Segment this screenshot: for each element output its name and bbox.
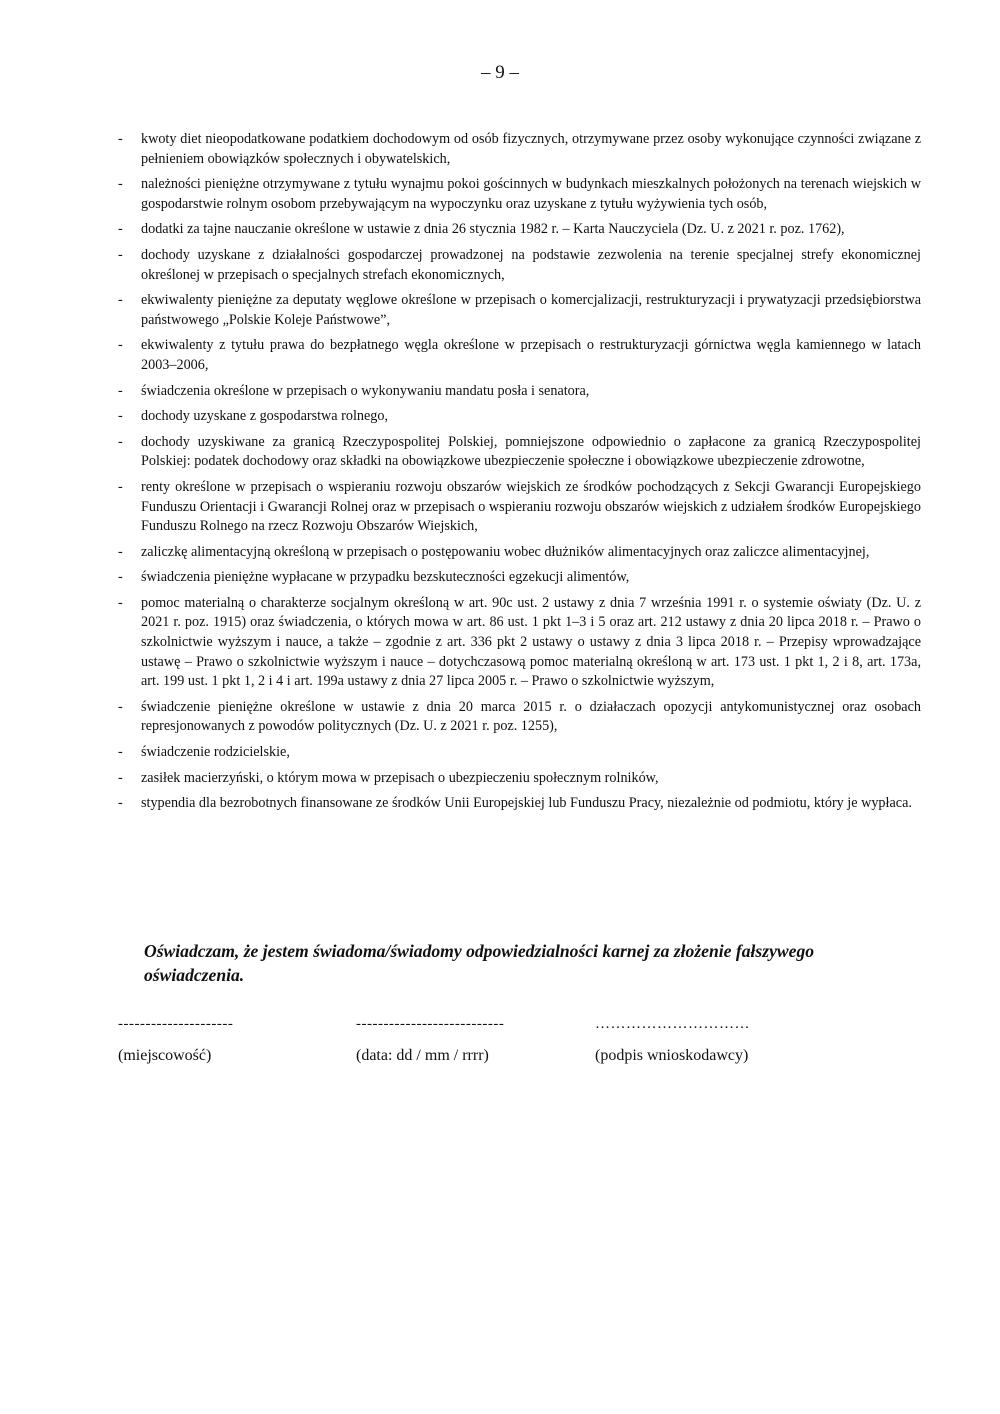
bullet-dash: -	[118, 769, 123, 786]
list-item-text: dodatki za tajne nauczanie określone w ustawie z dnia 26 stycznia 1982 r. – Karta Nauczyciela (Dz. U. z 2021 r. poz. 1762),	[141, 221, 845, 238]
list-item	[118, 407, 921, 427]
bullet-dash: -	[118, 698, 123, 715]
list-item-text: ekwiwalenty z tytułu prawa do bezpłatnego węgla określone w przepisach o restrukturyzacji górnictwa węgla kamiennego w latach 2003–2006,	[141, 337, 921, 373]
list-item	[118, 698, 921, 737]
list-item	[118, 794, 921, 814]
bullet-dash: -	[118, 131, 123, 147]
list-item	[118, 433, 921, 472]
bullet-dash: -	[118, 221, 123, 238]
list-item	[118, 336, 921, 375]
list-item	[118, 594, 921, 692]
list-item-text: stypendia dla bezrobotnych finansowane ze środków Unii Europejskiej lub Funduszu Pracy, niezależnie od podmiotu, który je wypłaca.	[141, 795, 912, 812]
bullet-dash: -	[118, 433, 123, 450]
date-fill-line[interactable]: ---------------------------	[356, 1016, 505, 1032]
declaration-statement: Oświadczam, że jestem świadoma/świadomy odpowiedzialności karnej za złożenie fałszywego oświadczenia.	[144, 941, 815, 985]
bullet-dash: -	[118, 744, 123, 761]
list-item-text: świadczenie pieniężne określone w ustawie z dnia 20 marca 2015 r. o działaczach opozycji antykomunistycznej oraz osobach represjonowanych z powodów politycznych (Dz. U. z 2021 r. poz. 1255),	[141, 698, 921, 735]
bullet-dash: -	[118, 478, 123, 495]
signature-caption: (podpis wnioskodawcy)	[595, 1047, 749, 1064]
list-item	[118, 382, 921, 402]
list-item-text: renty określone w przepisach o wspieraniu rozwoju obszarów wiejskich ze środków pochodzących z Sekcji Gwarancji Europejskiego Funduszu Orientacji i Gwarancji Rolnej oraz w przepisach o wspieraniu rozwoju obszarów wiejskich z udziałem środków Europejskiego Funduszu Rolnego na rzecz Rozwoju Obszarów Wiejskich,	[141, 478, 921, 535]
signature-date-block	[356, 1016, 504, 1065]
signature-place-block	[118, 1016, 233, 1065]
bullet-dash: -	[118, 408, 123, 425]
signature-sign-block	[595, 1016, 750, 1065]
list-item	[118, 543, 921, 563]
list-item	[118, 246, 921, 285]
list-item	[118, 769, 921, 789]
list-item	[118, 175, 921, 214]
bullet-dash: -	[118, 594, 123, 611]
income-items-list	[118, 130, 921, 820]
list-item-text: świadczenia pieniężne wypłacane w przypadku bezskuteczności egzekucji alimentów,	[141, 569, 630, 586]
list-item	[118, 568, 921, 588]
bullet-dash: -	[118, 337, 123, 354]
date-caption: (data: dd / mm / rrrr)	[356, 1047, 489, 1064]
bullet-dash: -	[118, 246, 123, 263]
list-item-text: dochody uzyskane z gospodarstwa rolnego,	[141, 408, 389, 425]
list-item-text: świadczenie rodzicielskie,	[141, 744, 290, 761]
list-item-text: zasiłek macierzyński, o którym mowa w przepisach o ubezpieczeniu społecznym rolników,	[141, 769, 659, 786]
list-item	[118, 130, 921, 169]
bullet-dash: -	[118, 795, 123, 812]
list-item-text: świadczenia określone w przepisach o wykonywaniu mandatu posła i senatora,	[141, 382, 590, 399]
page-number: – 9 –	[481, 62, 519, 83]
list-item-text: pomoc materialną o charakterze socjalnym określoną w art. 90c ust. 2 ustawy z dnia 7 września 1991 r. o systemie oświaty (Dz. U. z 2021 r. poz. 1915) oraz świadczenia, o których mowa w art. 86 ust. 1 pkt 1–3 i 5 oraz art. 212 ustawy z dnia 20 lipca 2018 r. – Prawo o szkolnictwie wyższym i nauce, a także – zgodnie z art. 336 pkt 2 ustawy o ustawy z dnia 3 lipca 2018 r. – Przepisy wprowadzające ustawę – Prawo o szkolnictwie wyższym i nauce – dotychczasową pomoc materialną określoną w art. 173 ust. 1 pkt 1, 2 i 8, art. 173a, art. 199 ust. 1 pkt 1, 2 i 4 i art. 199a ustawy z dnia 27 lipca 2005 r. – Prawo o szkolnictwie wyższym,	[141, 594, 921, 690]
list-item	[118, 743, 921, 763]
list-item-text: kwoty diet nieopodatkowane podatkiem dochodowym od osób fizycznych, otrzymywane przez osoby wykonujące czynności związane z pełnieniem obowiązków społecznych i obywatelskich,	[141, 131, 921, 167]
bullet-dash: -	[118, 176, 123, 193]
place-caption: (miejscowość)	[118, 1047, 212, 1064]
bullet-dash: -	[118, 569, 123, 586]
list-item-text: dochody uzyskiwane za granicą Rzeczypospolitej Polskiej, pomniejszone odpowiednio o zapłacone za granicą Rzeczypospolitej Polskiej: podatek dochodowy oraz składki na obowiązkowe ubezpieczenie społeczne i obowiązkowe ubezpieczenie zdrowotne,	[141, 433, 921, 470]
bullet-dash: -	[118, 292, 123, 309]
list-item-text: zaliczkę alimentacyjną określoną w przepisach o postępowaniu wobec dłużników alimentacyjnych oraz zaliczce alimentacyjnej,	[141, 543, 870, 560]
list-item	[118, 478, 921, 537]
list-item	[118, 291, 921, 330]
signature-fill-line[interactable]: …………………………	[595, 1016, 750, 1032]
bullet-dash: -	[118, 543, 123, 560]
place-fill-line[interactable]: ---------------------	[118, 1016, 234, 1032]
list-item	[118, 220, 921, 240]
list-item-text: dochody uzyskane z działalności gospodarczej prowadzonej na podstawie zezwolenia na terenie specjalnej strefy ekonomicznej określonej w przepisach o specjalnych strefach ekonomicznych,	[141, 246, 921, 283]
list-item-text: należności pieniężne otrzymywane z tytułu wynajmu pokoi gościnnych w budynkach mieszkalnych położonych na terenach wiejskich w gospodarstwie rolnym osobom przebywającym na wypoczynku oraz uzyskane z tytułu wyżywienia tych osób,	[141, 176, 921, 212]
list-item-text: ekwiwalenty pieniężne za deputaty węglowe określone w przepisach o komercjalizacji, restrukturyzacji i prywatyzacji przedsiębiorstwa państwowego „Polskie Koleje Państwowe”,	[141, 292, 921, 328]
bullet-dash: -	[118, 382, 123, 399]
